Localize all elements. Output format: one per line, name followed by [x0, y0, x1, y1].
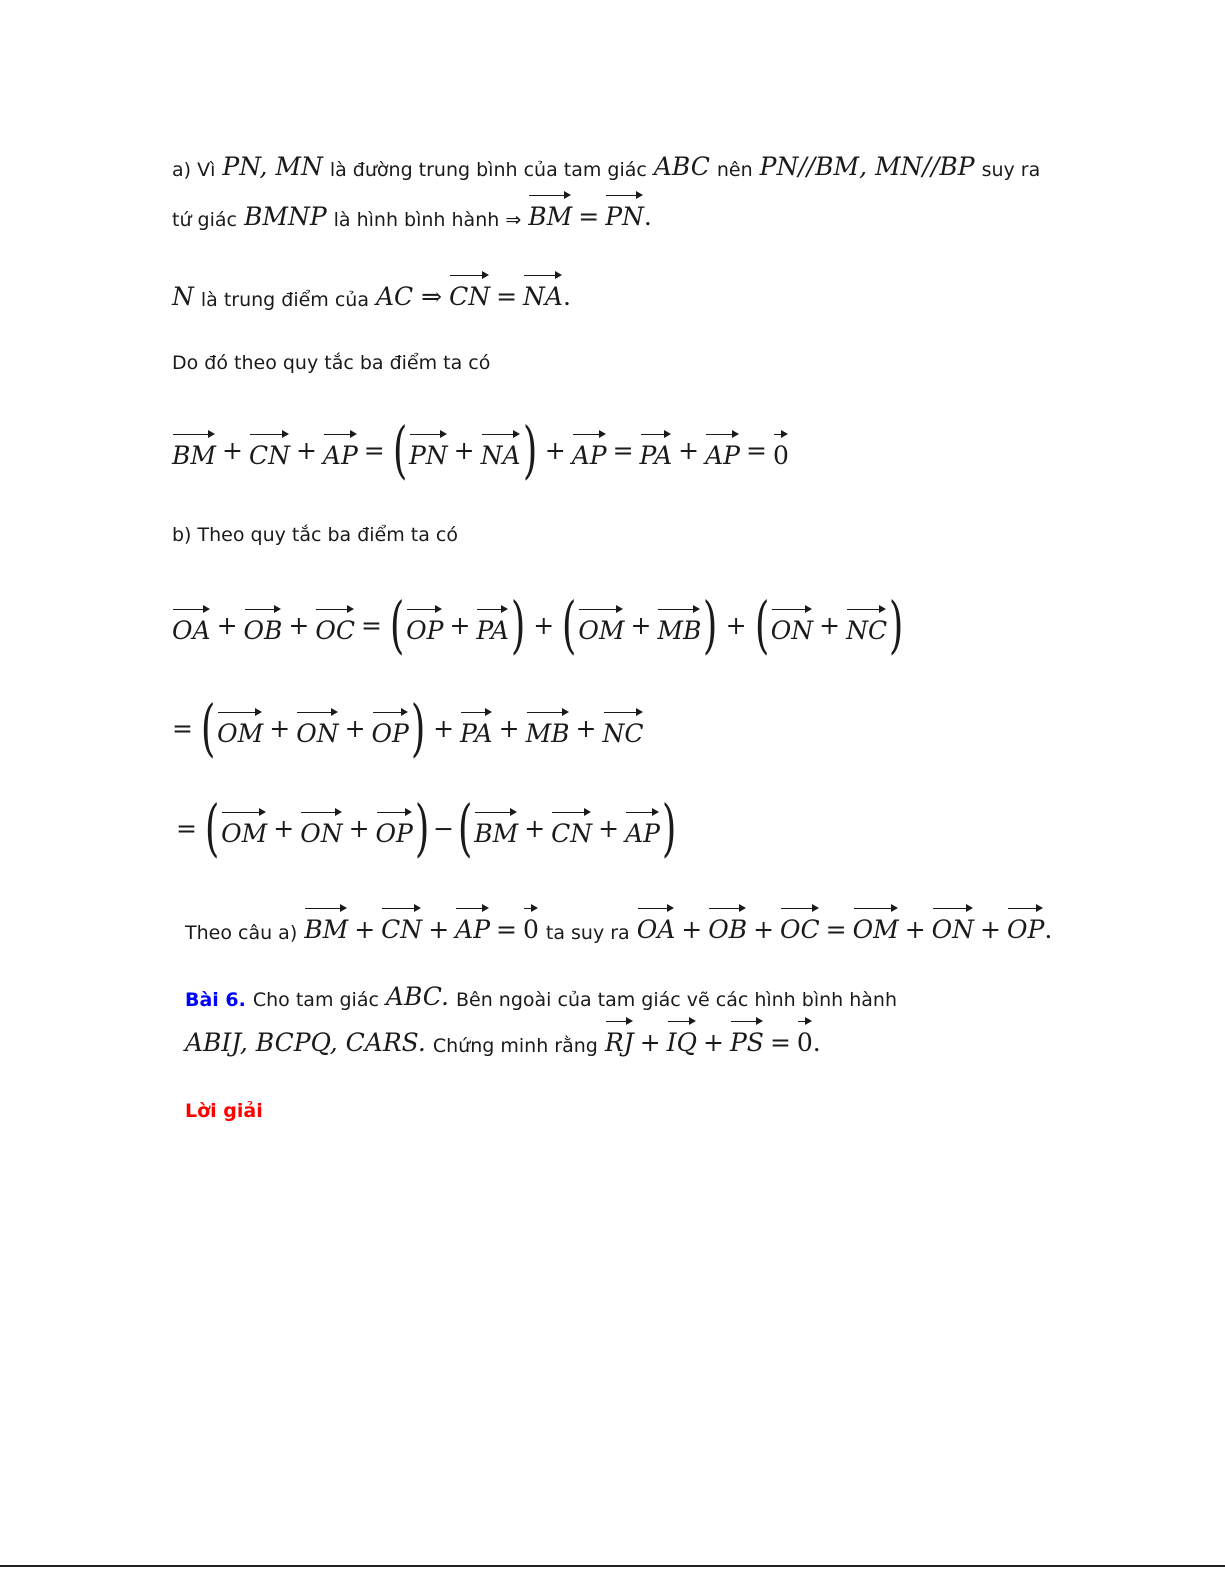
paren-open: ( — [200, 691, 216, 765]
vector: PN — [605, 192, 644, 231]
operator: = — [745, 435, 767, 465]
operator: + — [980, 915, 1001, 944]
math: AC ⇒ — [376, 282, 443, 311]
part-a-line-3 — [172, 272, 571, 311]
text: Bên ngoài của tam giác vẽ các hình bình hành — [456, 989, 897, 1011]
paren-open: ( — [389, 588, 405, 662]
operator: = — [769, 1028, 791, 1057]
vector: OC — [780, 905, 820, 944]
zero-vector: 0 — [773, 431, 789, 470]
operator: = — [612, 435, 634, 465]
equation-2 — [172, 585, 905, 665]
text: suy ra — [981, 159, 1041, 181]
vector: AP — [572, 431, 607, 470]
equation-4 — [176, 788, 678, 868]
vector: OB — [244, 606, 283, 645]
operator: = — [496, 915, 517, 944]
paren-open: ( — [204, 791, 220, 865]
operator: + — [221, 435, 243, 465]
vector: OA — [172, 606, 211, 645]
vector: CN — [381, 905, 422, 944]
vector: ON — [932, 905, 974, 944]
paren-open: ( — [561, 588, 577, 662]
operator: = — [578, 202, 600, 231]
operator: + — [453, 435, 475, 465]
bai6-line-2 — [185, 1018, 821, 1057]
operator: − — [433, 813, 455, 843]
vector: AP — [323, 431, 358, 470]
paren-open: ( — [457, 791, 473, 865]
operator: + — [703, 1028, 724, 1057]
vector: RJ — [605, 1018, 634, 1057]
vector: BM — [172, 431, 216, 470]
bai6-line-1 — [185, 982, 897, 1011]
vector: NC — [846, 606, 887, 645]
vector: IQ — [667, 1018, 697, 1057]
vector: MB — [526, 709, 570, 748]
text: là trung điểm của — [200, 289, 369, 311]
operator: + — [295, 435, 317, 465]
math: PN//BM, MN//BP — [759, 152, 975, 181]
paren-close: ) — [414, 791, 430, 865]
operator: + — [630, 610, 652, 640]
math: . — [562, 282, 571, 311]
operator: + — [348, 813, 370, 843]
zero-vector: 0 — [797, 1018, 813, 1057]
operator: + — [354, 915, 376, 944]
operator: + — [639, 1028, 661, 1057]
operator: + — [681, 915, 703, 944]
operator: + — [428, 915, 450, 944]
math: . — [812, 1028, 821, 1057]
vector: OP — [406, 606, 443, 645]
math: PN, MN — [222, 152, 323, 181]
vector: BM — [528, 192, 572, 231]
vector: OM — [221, 809, 267, 848]
vector: CN — [449, 272, 490, 311]
vector: BM — [304, 905, 348, 944]
vector: AP — [705, 431, 740, 470]
vector: CN — [249, 431, 290, 470]
vector: OC — [315, 606, 355, 645]
vector: OA — [637, 905, 676, 944]
operator: + — [533, 610, 555, 640]
operator: + — [904, 915, 926, 944]
part-a-line-4 — [172, 352, 490, 374]
operator: + — [288, 610, 310, 640]
math: . — [1044, 915, 1053, 944]
operator: = — [172, 713, 193, 743]
vector: NA — [523, 272, 563, 311]
vector: PN — [409, 431, 448, 470]
operator: = — [360, 610, 382, 640]
heading: Lời giải — [185, 1100, 263, 1122]
vector: OP — [372, 709, 409, 748]
operator: = — [176, 813, 197, 843]
part-b-conclusion — [185, 905, 1052, 944]
vector: PA — [476, 606, 509, 645]
vector: ON — [300, 809, 342, 848]
math: BMNP — [243, 202, 327, 231]
vector: CN — [551, 809, 592, 848]
vector: PS — [730, 1018, 764, 1057]
part-a-line-2 — [172, 192, 652, 231]
vector: OP — [1007, 905, 1044, 944]
vector: PA — [460, 709, 493, 748]
operator: = — [496, 282, 518, 311]
text: b) Theo quy tắc ba điểm ta có — [172, 524, 459, 546]
vector: OM — [578, 606, 624, 645]
operator: + — [725, 610, 747, 640]
vector: BM — [474, 809, 518, 848]
operator: + — [678, 435, 700, 465]
vector: ON — [296, 709, 338, 748]
text: nên — [716, 159, 753, 181]
vector: AP — [625, 809, 660, 848]
equation-1 — [172, 410, 789, 490]
paren-open: ( — [392, 413, 408, 487]
vector: ON — [771, 606, 813, 645]
paren-close: ) — [888, 588, 904, 662]
vector: AP — [455, 905, 490, 944]
paren-close: ) — [510, 588, 526, 662]
operator: = — [363, 435, 385, 465]
text: a) Vì — [172, 159, 216, 181]
text: Theo câu a) — [185, 922, 298, 944]
text: là hình bình hành ⇒ — [333, 209, 522, 231]
operator: = — [825, 915, 847, 944]
exercise-label: Bài 6. — [185, 989, 246, 1011]
operator: + — [524, 813, 546, 843]
solution-heading — [185, 1100, 263, 1122]
math: . — [643, 202, 652, 231]
vector: MB — [657, 606, 701, 645]
operator: + — [819, 610, 841, 640]
text: tứ giác — [172, 209, 237, 231]
paren-close: ) — [703, 588, 718, 662]
operator: + — [598, 813, 620, 843]
part-b-intro — [172, 524, 458, 546]
zero-vector: 0 — [523, 905, 539, 944]
operator: + — [449, 610, 471, 640]
text: Cho tam giác — [252, 989, 379, 1011]
vector: NC — [603, 709, 644, 748]
paren-close: ) — [522, 413, 537, 487]
math: ABIJ, BCPQ, CARS. — [185, 1028, 426, 1057]
math: ABC — [653, 152, 710, 181]
operator: + — [344, 713, 366, 743]
vector: PA — [640, 431, 673, 470]
equation-3 — [172, 688, 644, 768]
text: ta suy ra — [545, 922, 630, 944]
vector: NA — [481, 431, 521, 470]
text: là đường trung bình của tam giác — [329, 159, 647, 181]
operator: + — [753, 915, 775, 944]
operator: + — [575, 713, 597, 743]
paren-close: ) — [410, 691, 426, 765]
operator: + — [269, 713, 291, 743]
math: ABC. — [385, 982, 449, 1011]
text: Chứng minh rằng — [432, 1035, 598, 1057]
operator: + — [433, 713, 455, 743]
math: N — [172, 282, 194, 311]
operator: + — [216, 610, 238, 640]
paren-close: ) — [661, 791, 677, 865]
vector: OM — [217, 709, 263, 748]
operator: + — [273, 813, 295, 843]
paren-open: ( — [754, 588, 769, 662]
text: Do đó theo quy tắc ba điểm ta có — [172, 352, 491, 374]
vector: OM — [853, 905, 899, 944]
vector: OP — [376, 809, 413, 848]
operator: + — [544, 435, 566, 465]
operator: + — [498, 713, 520, 743]
page-border — [0, 1565, 1225, 1567]
vector: OB — [708, 905, 747, 944]
part-a-line-1 — [172, 152, 1040, 181]
